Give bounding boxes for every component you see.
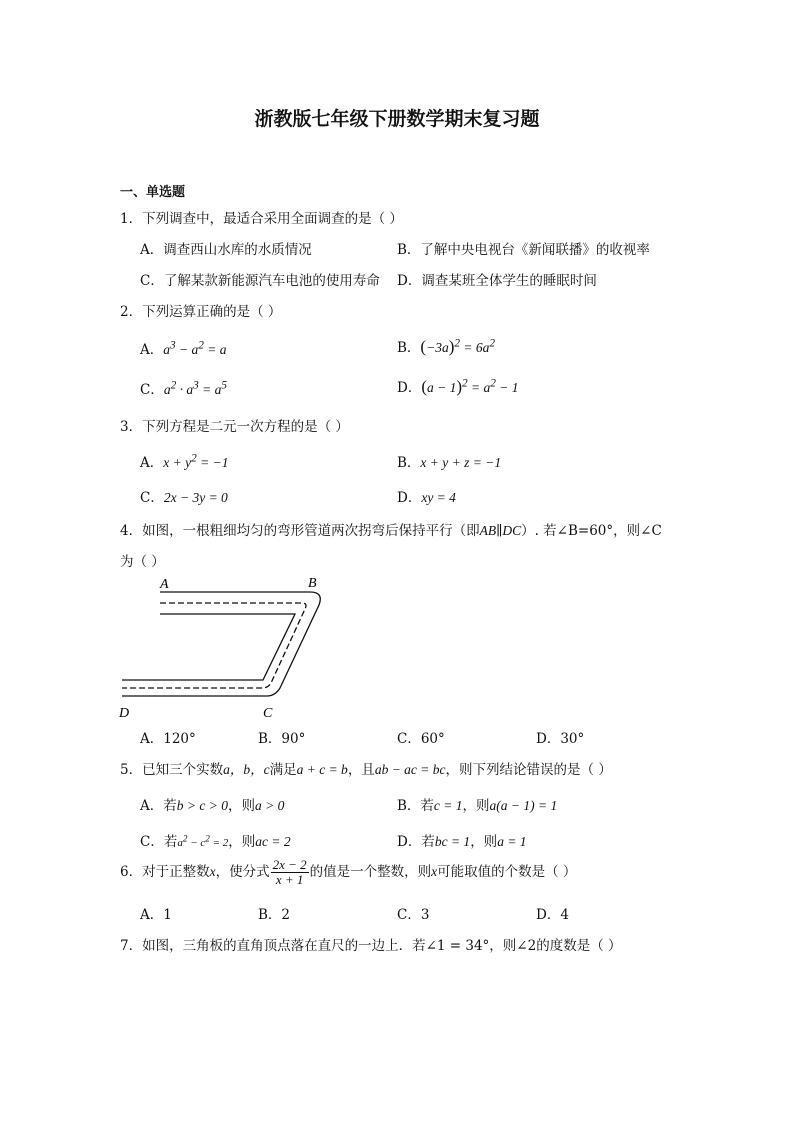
q6-fraction (271, 858, 309, 887)
q6-option-d[interactable]: D．4 (536, 907, 569, 923)
q5-d-prefix: D．若 (397, 834, 435, 850)
q2-option-c-label: C． (140, 382, 164, 398)
q4-option-d[interactable]: D．30° (536, 731, 585, 747)
pipe-centerline (122, 603, 306, 688)
q2-option-b-label: B． (397, 340, 421, 356)
q6-stem-part2: ，使分式 (215, 864, 270, 880)
q3-option-a[interactable] (140, 451, 228, 471)
q3-stem: 3．下列方程是二元一次方程的是（ ） (120, 419, 349, 435)
q5-stem-part1: 5．已知三个实数 (120, 762, 224, 778)
pipe-inner-edge (122, 614, 295, 680)
q5-stem (120, 758, 612, 778)
q5-d-res: a = 1 (497, 834, 527, 849)
q4-option-a[interactable]: A．120° (140, 731, 196, 747)
q6-option-b[interactable]: B．2 (258, 907, 291, 923)
q3-option-d-label: D． (397, 490, 422, 506)
q6-stem-var: x (209, 864, 216, 879)
q3-option-b-math: x + y + z = −1 (420, 455, 502, 470)
q3-option-c[interactable] (140, 486, 228, 506)
q3-option-d[interactable] (397, 486, 456, 506)
q4-stem (120, 519, 662, 539)
q6-stem-part1: 6．对于正整数 (120, 864, 210, 880)
q5-c-res: ac = 2 (255, 834, 291, 849)
q2-option-d-label: D． (397, 380, 422, 396)
q2-option-a-math: $a^3 - a^2 = a$ (163, 339, 227, 357)
q5-c-cond: $a^2 - c^2 = 2$ (177, 833, 229, 849)
q5-stem-part2: 满足 (269, 762, 297, 778)
q2-option-a[interactable] (140, 338, 227, 358)
q2-option-a-label: A． (140, 342, 164, 358)
q2-option-b-math: $(-3a)^2 = 6a^2$ (420, 337, 496, 356)
q3-option-c-label: C． (140, 490, 164, 506)
q3-option-d-math: xy = 4 (421, 490, 456, 505)
q1-option-d[interactable]: D．调查某班全体学生的睡眠时间 (397, 273, 597, 289)
q5-c-mid: ，则 (228, 834, 256, 850)
label-B: B (308, 576, 317, 591)
label-A: A (160, 577, 169, 592)
q2-option-c-math: $a^2 \cdot a^3 = a^5$ (163, 379, 227, 397)
q1-option-b[interactable]: B．了解中央电视台《新闻联播》的收视率 (397, 242, 650, 258)
q5-option-b[interactable] (397, 794, 557, 814)
q5-b-mid: ，则 (462, 798, 490, 814)
q5-option-d[interactable] (397, 830, 527, 850)
q3-option-a-label: A． (140, 455, 164, 471)
q6-stem (120, 858, 576, 887)
q5-c-prefix: C．若 (140, 834, 178, 850)
q3-option-c-math: 2x − 3y = 0 (163, 490, 228, 505)
q5-d-cond: bc = 1 (434, 834, 471, 849)
q2-option-d[interactable] (397, 376, 519, 397)
q6-stem-part4: 可能取值的个数是（ ） (437, 864, 577, 880)
q5-a-cond: b > c > 0 (176, 798, 228, 813)
q5-d-mid: ，则 (470, 834, 498, 850)
page-title: 浙教版七年级下册数学期末复习题 (254, 108, 540, 130)
q6-stem-var-2: x (431, 864, 438, 879)
q5-option-a[interactable] (140, 794, 284, 814)
q4-stem-part1: 4．如图，一根粗细均匀的弯形管道两次拐弯后保持平行（即 (120, 523, 480, 539)
q1-option-c[interactable]: C．了解某款新能源汽车电池的使用寿命 (140, 273, 380, 289)
q6-fraction-denominator: x + 1 (275, 872, 304, 887)
q4-option-b[interactable]: B．90° (258, 731, 306, 747)
q4-stem-part3: ）. 若∠B=60°，则∠C (521, 523, 662, 539)
q5-a-prefix: A．若 (140, 798, 177, 814)
q4-option-c[interactable]: C．60° (397, 731, 445, 747)
label-D: D (119, 706, 130, 721)
q1-option-a[interactable]: A．调查西山水库的水质情况 (140, 242, 312, 258)
q4-stem-parallel: AB∥DC (479, 523, 522, 538)
q5-b-res: a(a − 1) = 1 (489, 798, 558, 813)
q4-pipe-figure (112, 572, 342, 724)
q1-stem: 1．下列调查中，最适合采用全面调查的是（ ） (120, 211, 403, 227)
q5-stem-expr2: ab − ac = bc (374, 762, 446, 777)
q6-stem-part3: 的值是一个整数，则 (309, 864, 432, 880)
q3-option-a-math: $x + y^2 = -1$ (163, 452, 229, 470)
q5-b-cond: c = 1 (433, 798, 463, 813)
q4-stem-line2: 为（ ） (120, 554, 165, 570)
q2-option-c[interactable] (140, 378, 227, 398)
q6-option-c[interactable]: C．3 (397, 907, 430, 923)
q5-b-prefix: B．若 (397, 798, 434, 814)
q5-stem-expr1: a + c = b (296, 762, 348, 777)
q7-stem: 7．如图，三角板的直角顶点落在直尺的一边上．若∠1 = 34°，则∠2的度数是（ ） (120, 938, 622, 954)
q5-a-mid: ，则 (227, 798, 255, 814)
q6-option-a[interactable]: A．1 (140, 907, 172, 923)
q3-option-b[interactable] (397, 451, 501, 471)
q5-stem-part3: ，且 (347, 762, 375, 778)
q6-fraction-numerator: 2x − 2 (272, 857, 307, 872)
q5-stem-part4: ，则下列结论错误的是（ ） (445, 762, 612, 778)
q2-stem: 2．下列运算正确的是（ ） (120, 304, 282, 320)
q3-option-b-label: B． (397, 455, 421, 471)
section-heading: 一、单选题 (120, 185, 186, 200)
q2-option-b[interactable] (397, 336, 495, 357)
q2-option-d-math: $(a - 1)^2 = a^2 - 1$ (421, 377, 519, 396)
q5-option-c[interactable] (140, 830, 291, 850)
q5-a-res: a > 0 (254, 798, 285, 813)
q5-stem-vars: a，b，c (223, 762, 270, 777)
label-C: C (263, 706, 273, 721)
